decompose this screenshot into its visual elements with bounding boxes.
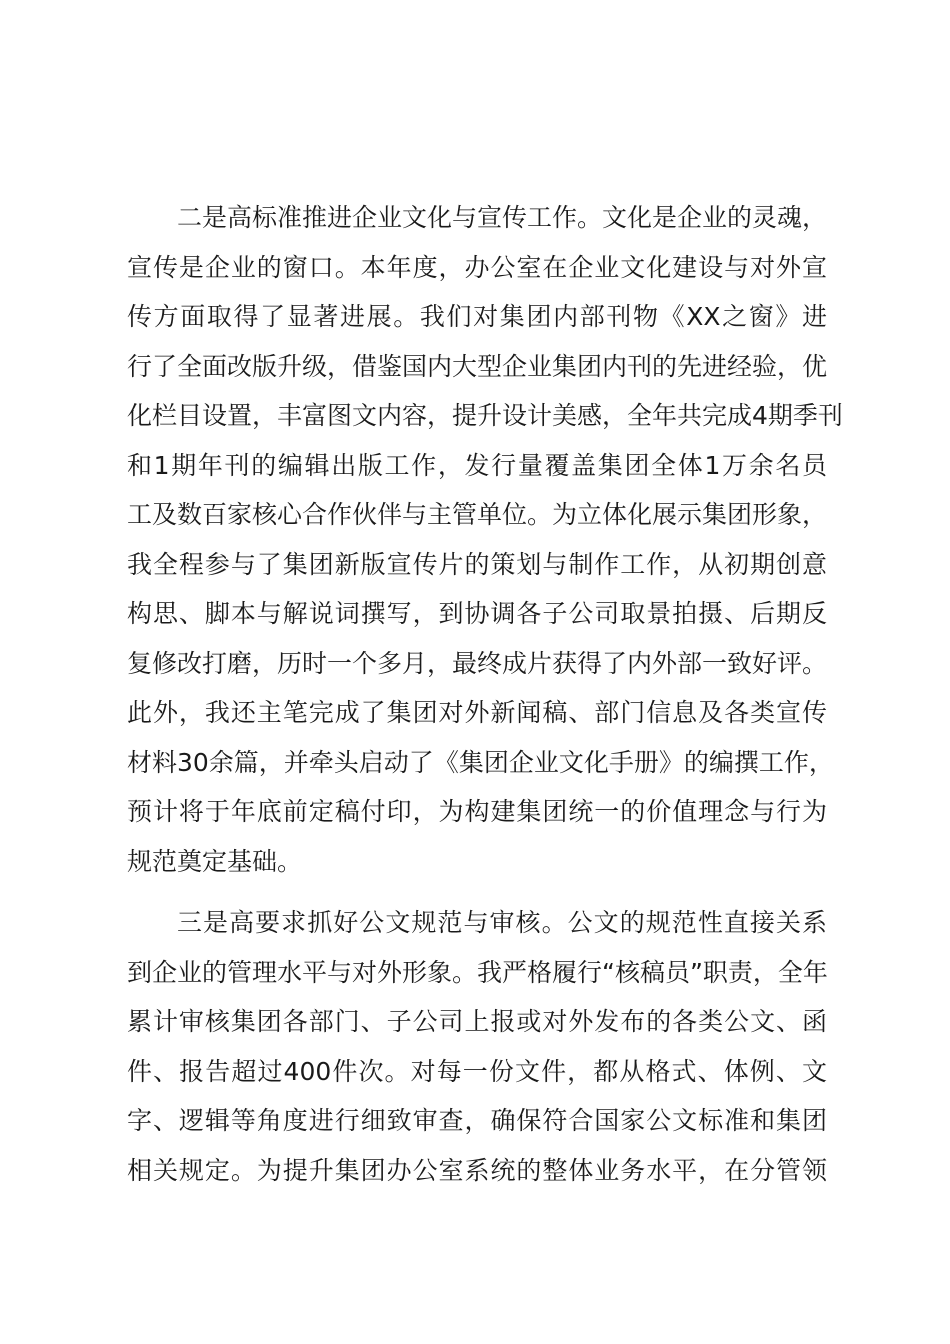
text-line: 化栏目设置，丰富图文内容，提升设计美感，全年共完成4期季刊: [127, 401, 843, 430]
text-line: 二是高标准推进企业文化与宣传工作。文化是企业的灵魂，: [177, 203, 828, 232]
text-line: 字、逻辑等角度进行细致审查，确保符合国家公文标准和集团: [127, 1106, 827, 1135]
document-body: [127, 193, 843, 1195]
text-line: 行了全面改版升级，借鉴国内大型企业集团内刊的先进经验，优: [127, 351, 828, 381]
text-line: 规范奠定基础。: [127, 846, 303, 876]
paragraph-document-review: [127, 898, 827, 1195]
text-line: 我全程参与了集团新版宣传片的策划与制作工作，从初期创意: [127, 549, 827, 579]
text-line: 材料30余篇，并牵头启动了《集团企业文化手册》的编撰工作，: [127, 747, 834, 777]
text-line: 件、报告超过400件次。对每一份文件，都从格式、体例、文: [127, 1056, 827, 1086]
text-line: 到企业的管理水平与对外形象。我严格履行“核稿员”职责，全年: [127, 957, 828, 987]
paragraph-culture-publicity: [127, 193, 843, 886]
text-line: 复修改打磨，历时一个多月，最终成片获得了内外部一致好评。: [127, 648, 828, 678]
paragraph-spacer: [127, 886, 827, 898]
text-line: 累计审核集团各部门、子公司上报或对外发布的各类公文、函: [127, 1007, 827, 1036]
text-line: 和1期年刊的编辑出版工作，发行量覆盖集团全体1万余名员: [127, 450, 827, 480]
text-line: 宣传是企业的窗口。本年度，办公室在企业文化建设与对外宣: [127, 252, 827, 282]
text-line: 工及数百家核心合作伙伴与主管单位。为立体化展示集团形象，: [127, 500, 828, 529]
text-line: 预计将于年底前定稿付印，为构建集团统一的价值理念与行为: [127, 797, 827, 826]
text-line: 构思、脚本与解说词撰写，到协调各子公司取景拍摄、后期反: [127, 599, 827, 628]
text-line: 传方面取得了显著进展。我们对集团内部刊物《XX之窗》进: [127, 302, 827, 331]
text-line: 相关规定。为提升集团办公室系统的整体业务水平，在分管领: [127, 1155, 827, 1185]
text-line: 三是高要求抓好公文规范与审核。公文的规范性直接关系: [177, 908, 827, 937]
text-line: 此外，我还主笔完成了集团对外新闻稿、部门信息及各类宣传: [127, 698, 827, 727]
